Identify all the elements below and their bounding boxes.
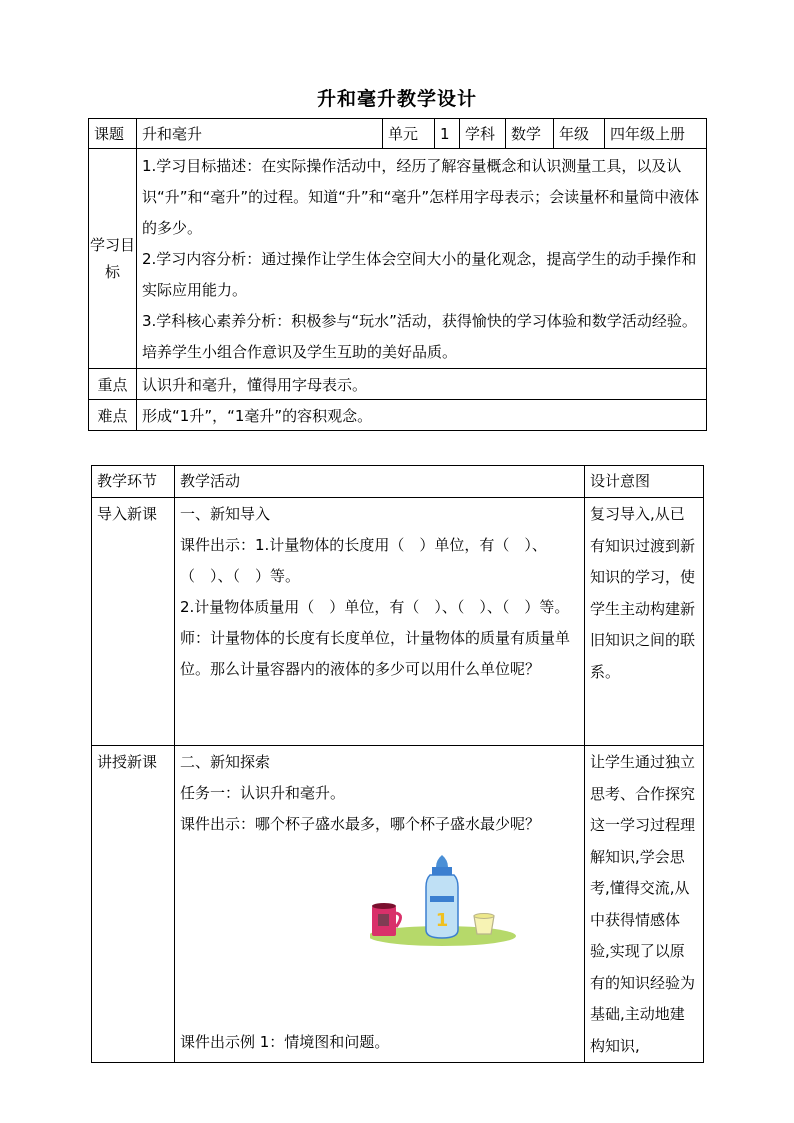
objectives-content: [137, 149, 707, 369]
intent-text: 复习导入,从已有知识过渡到新知识的学习，使学生主动构建新旧知识之间的联系。: [590, 505, 696, 681]
unit-value: 1: [435, 119, 460, 149]
header-stage: 教学环节: [92, 466, 175, 498]
unit-label: 单元: [383, 119, 435, 149]
process-row-new-lesson: [92, 746, 704, 1063]
objective-item: 3.学科核心素养分析：积极参与“玩水”活动，获得愉快的学习体验和数学活动经验。培养学生小组合作意识及学生互助的美好品质。: [142, 312, 697, 361]
cups-illustration: [180, 840, 579, 990]
objective-item: 1.学习目标描述：在实际操作活动中，经历了解容量概念和认识测量工具，以及认识“升”和“毫升”的过程。知道“升”和“毫升”怎样用字母表示；会读量杯和量筒中液体的多少。: [142, 157, 700, 237]
activity-line: 任务一：认识升和毫升。: [180, 784, 346, 802]
key-point-label: 重点: [89, 369, 137, 400]
activity-line: 2.计量物体质量用（ ）单位，有（ ）、（ ）、（ ）等。: [180, 598, 570, 616]
activity-line: 课件出示：1.计量物体的长度用（ ）单位，有（ ）、（ ）、（ ）等。: [180, 536, 547, 585]
activity-intro: [175, 498, 585, 746]
info-row-objectives: [89, 149, 707, 369]
bottle-cap: [436, 855, 448, 867]
key-point-value: 认识升和毫升，懂得用字母表示。: [137, 369, 707, 400]
info-row-difficulty: [89, 400, 707, 431]
activity-line-last: 课件出示例 1：情境图和问题。: [180, 1033, 390, 1051]
topic-label: 课题: [89, 119, 137, 149]
page-title: 升和毫升教学设计: [316, 88, 477, 110]
subject-label: 学科: [460, 119, 506, 149]
process-row-intro: [92, 498, 704, 746]
lesson-info-table: [88, 118, 707, 431]
activity-line: 一、新知导入: [180, 505, 271, 523]
activity-line: 师：计量物体的长度有长度单位，计量物体的质量有质量单位。那么计量容器内的液体的多少可以用什么单位呢？: [180, 629, 571, 678]
difficulty-value: 形成“1升”，“1毫升”的容积观念。: [137, 400, 707, 431]
process-header-row: [92, 466, 704, 498]
cups-image: [370, 850, 520, 950]
grade-label: 年级: [554, 119, 605, 149]
topic-value: 升和毫升: [137, 119, 383, 149]
grade-value: 四年级上册: [605, 119, 707, 149]
stage-intro: 导入新课: [92, 498, 175, 746]
objectives-label: 学习目标: [89, 149, 137, 369]
activity-new-lesson: [175, 746, 585, 1063]
objective-item: 2.学习内容分析：通过操作让学生体会空间大小的量化观念，提高学生的动手操作和实际应用能力。: [142, 250, 697, 299]
info-row-topic: [89, 119, 707, 149]
stage-new-lesson: 讲授新课: [92, 746, 175, 1063]
subject-value: 数学: [506, 119, 554, 149]
difficulty-label: 难点: [89, 400, 137, 431]
illustration-number: 1: [435, 910, 449, 931]
intent-new-lesson: [585, 746, 704, 1063]
header-activity: 教学活动: [175, 466, 585, 498]
activity-line: 课件出示：哪个杯子盛水最多，哪个杯子盛水最少呢？: [180, 815, 541, 833]
intent-intro: [585, 498, 704, 746]
info-row-key-point: [89, 369, 707, 400]
intent-text: 让学生通过独立思考、合作探究这一学习过程理解知识,学会思考,懂得交流,从中获得情感体验,实现了以原有的知识经验为基础,主动地建构知识,: [590, 753, 696, 1055]
teaching-process-table: [91, 465, 704, 1063]
header-intent: 设计意图: [585, 466, 704, 498]
activity-line: 二、新知探索: [180, 753, 271, 771]
